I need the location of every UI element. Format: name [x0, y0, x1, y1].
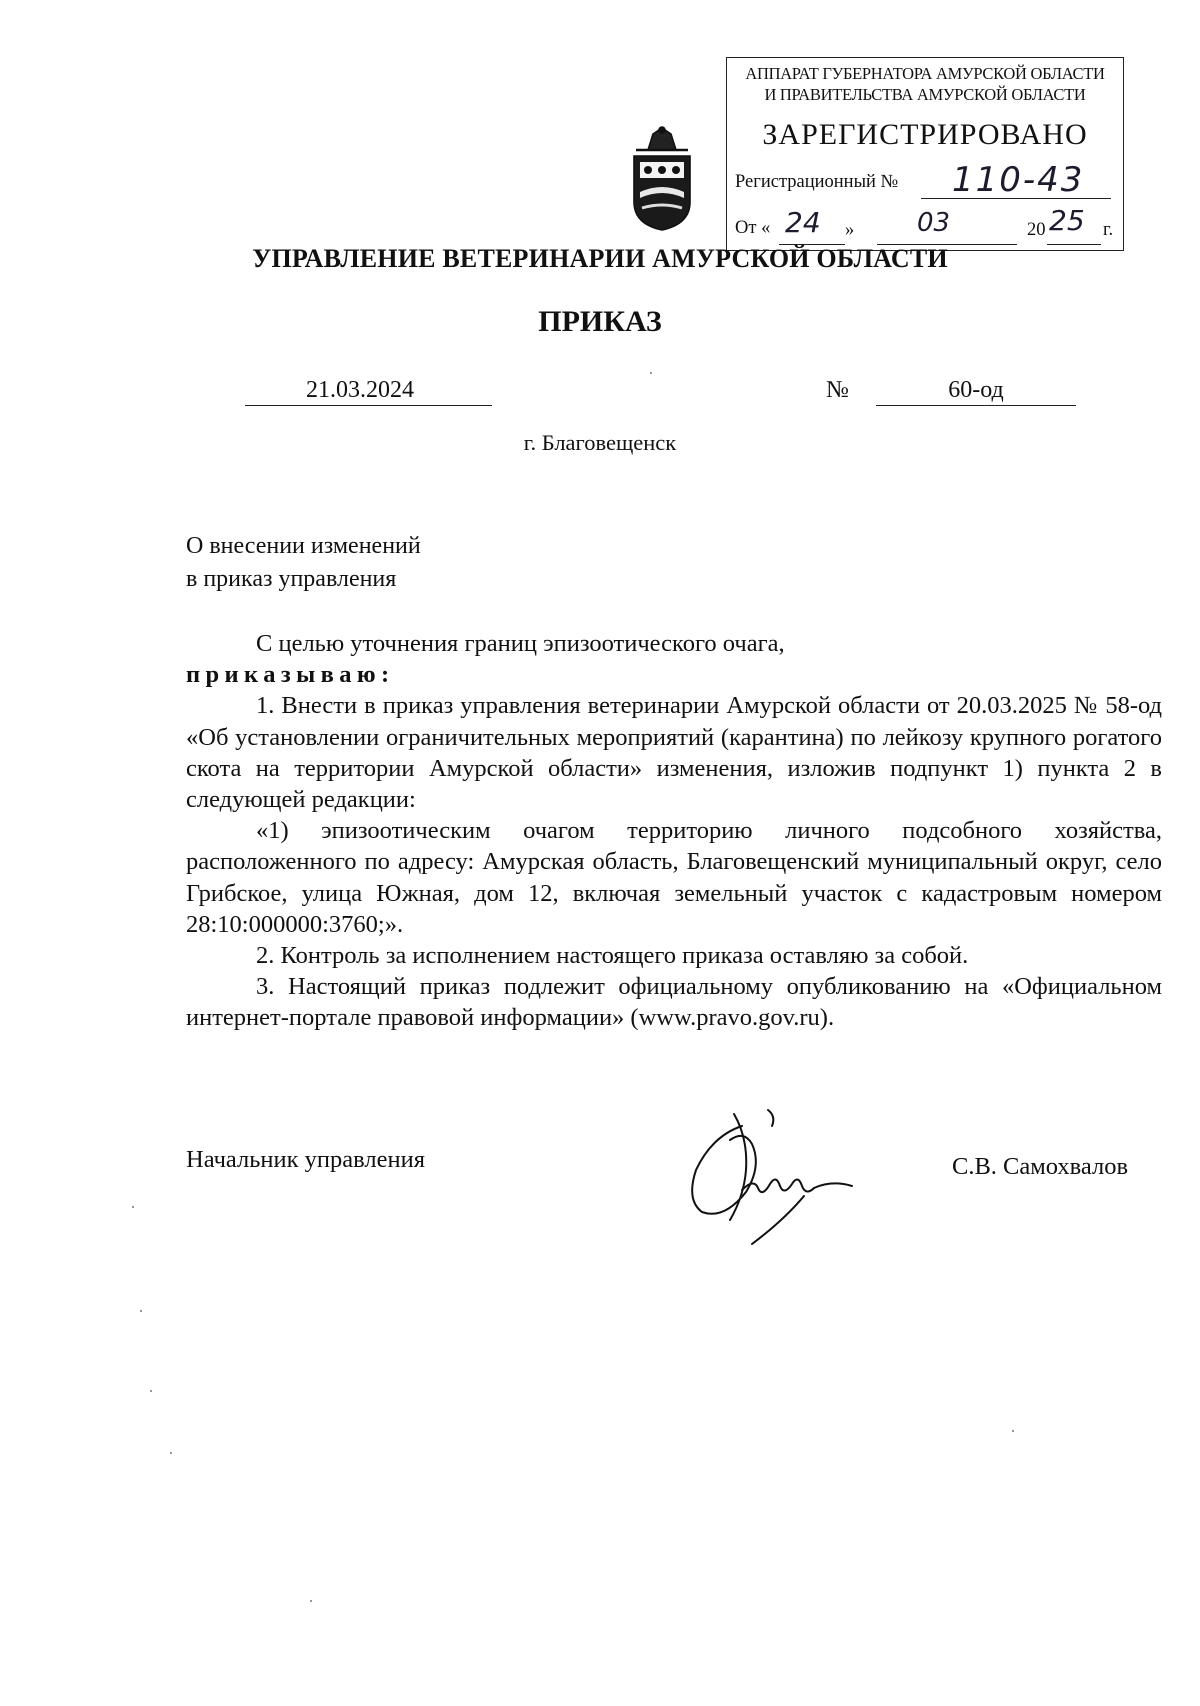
item-1: 1. Внести в приказ управления ветеринарии Амурской области от 20.03.2025 № 58-од «Об установлении ограничительных мероприятий (карантина) по лейкозу крупного рогатого скота на территории Амурской области» изменения, изложив подпункт 1) пункта 2 в следующей редакции: [186, 692, 1162, 814]
stamp-office-line2: И ПРАВИТЕЛЬСТВА АМУРСКОЙ ОБЛАСТИ [764, 85, 1086, 104]
stamp-date-quote: » [845, 220, 855, 240]
scan-speck [150, 1390, 152, 1392]
scan-speck [1012, 1430, 1014, 1432]
order-word [186, 659, 1162, 690]
item-2: 2. Контроль за исполнением настоящего приказа оставляю за собой. [256, 942, 969, 970]
order-date: 21.03.2024 [306, 377, 414, 403]
scan-speck [140, 1310, 142, 1312]
organization-title: УПРАВЛЕНИЕ ВЕТЕРИНАРИИ АМУРСКОЙ ОБЛАСТИ [252, 244, 948, 273]
stamp-registered-label: ЗАРЕГИСТРИРОВАНО [762, 118, 1088, 151]
stamp-date-prefix: От « [735, 218, 771, 238]
item-3: 3. Настоящий приказ подлежит официальному опубликованию на «Официальном интернет-портале правовой информации» (www.pravo.gov.ru). [186, 973, 1162, 1032]
signatory-role: Начальник управления [186, 1146, 425, 1173]
city: г. Благовещенск [523, 430, 677, 455]
item-1-quote: «1) эпизоотическим очагом территорию личного подсобного хозяйства, расположенного по адресу: Амурская область, Благовещенский муниципальный округ, село Грибское, улица Южная, дом 12, включая земельный участок с кадастровым номером 28:10:000000:3760;». [186, 817, 1162, 938]
scan-speck [132, 1206, 134, 1208]
stamp-date-year-suffix: 25 [1049, 204, 1085, 237]
stamp-date-month: 03 [917, 208, 951, 238]
stamp-reg-number-label: Регистрационный № [735, 172, 899, 192]
intro-paragraph: С целью уточнения границ эпизоотического очага, [256, 630, 785, 657]
stamp-office-line1: АППАРАТ ГУБЕРНАТОРА АМУРСКОЙ ОБЛАСТИ [745, 64, 1105, 83]
stamp-reg-number: 110-43 [952, 160, 1085, 200]
subject-line-1: О внесении изменений [186, 533, 421, 559]
order-number-sign: № [826, 377, 849, 403]
handwritten-signature [672, 1100, 872, 1250]
registration-stamp [726, 57, 1124, 251]
scan-speck [650, 372, 652, 374]
stamp-date-day: 24 [785, 206, 821, 239]
scan-speck [310, 1600, 312, 1602]
order-number-underline [876, 405, 1076, 406]
order-body [186, 628, 1162, 1034]
stamp-date-year-end: г. [1103, 220, 1114, 240]
signatory-name: С.В. Самохвалов [952, 1153, 1129, 1180]
order-word-text: приказываю: [186, 661, 395, 689]
subject-line-2: в приказ управления [186, 566, 397, 592]
stamp-date-year-prefix: 20 [1027, 220, 1046, 240]
order-number: 60-од [948, 377, 1004, 403]
coat-of-arms-icon [626, 124, 698, 234]
order-date-underline [245, 405, 492, 406]
scan-speck [170, 1452, 172, 1454]
document-type: ПРИКАЗ [538, 305, 662, 338]
